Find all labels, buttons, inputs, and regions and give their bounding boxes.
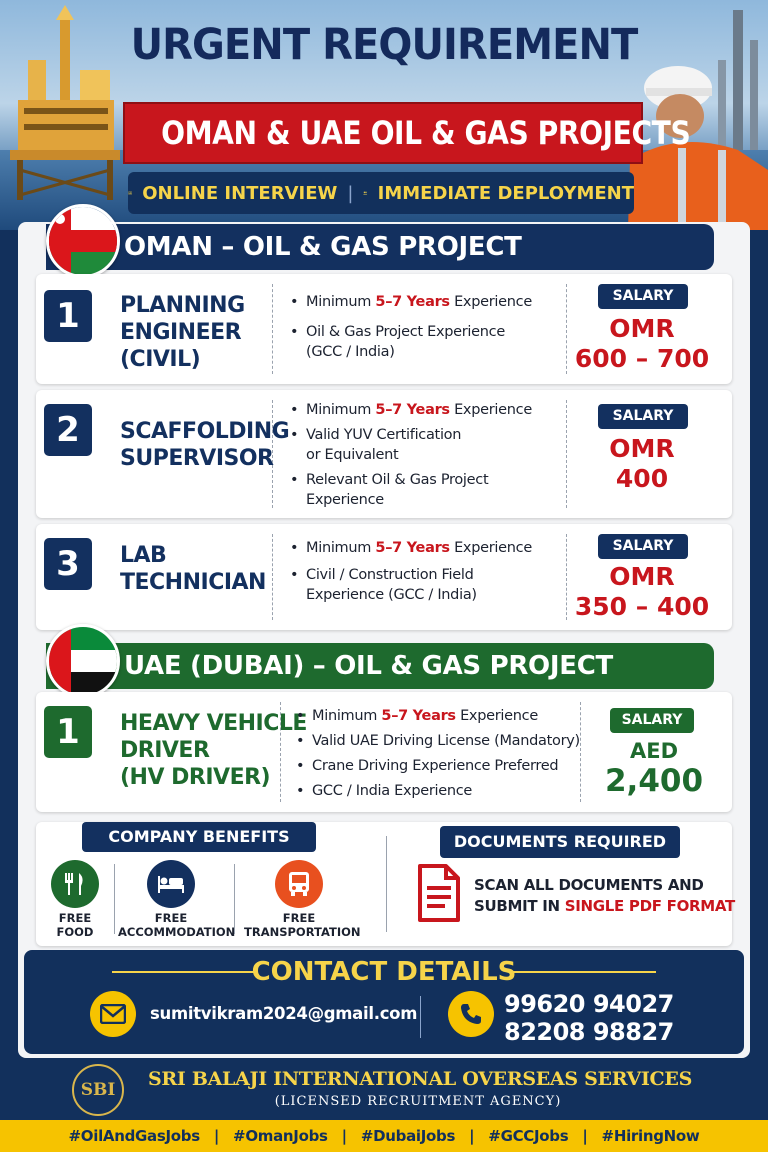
- requirement-item: • Minimum 5–7 Years Experience: [290, 538, 532, 558]
- uae-flag-icon: [46, 624, 120, 698]
- hashtag[interactable]: #OilAndGasJobs: [68, 1127, 200, 1145]
- documents-instructions: SCAN ALL DOCUMENTS AND SUBMIT IN SINGLE PDF FORMAT: [474, 876, 735, 915]
- requirement-item: • Minimum 5–7 Years Experience: [290, 400, 532, 420]
- bus-icon: [275, 860, 323, 908]
- job-card-oman-1: [36, 274, 732, 384]
- benefit-divider: [234, 864, 235, 934]
- benefit-transportation: FREE TRANSPORTATION: [244, 860, 354, 939]
- column-divider: [272, 534, 273, 620]
- salary-badge: SALARY: [598, 534, 688, 559]
- immediate-deployment-label: IMMEDIATE DEPLOYMENT: [377, 182, 634, 204]
- hashtag-divider: |: [582, 1127, 588, 1145]
- salary-badge: SALARY: [598, 284, 688, 309]
- requirements-list: [290, 400, 532, 510]
- document-icon: [416, 864, 462, 922]
- page-subtitle: OMAN & UAE OIL & GAS PROJECTS: [123, 102, 643, 164]
- email-icon: [90, 991, 136, 1037]
- job-title: HEAVY VEHICLE DRIVER (HV DRIVER): [120, 711, 307, 790]
- interview-badge-bar: [128, 172, 634, 214]
- column-divider: [280, 702, 281, 802]
- job-title: SCAFFOLDING SUPERVISOR: [120, 419, 290, 471]
- requirement-item: • Civil / Construction Field Experience (GCC / India): [290, 565, 532, 605]
- hashtag-divider: |: [213, 1127, 220, 1145]
- laptop-icon: [128, 180, 132, 206]
- bed-icon: [147, 860, 195, 908]
- column-divider: [566, 400, 567, 508]
- benefit-food: FREE FOOD: [40, 860, 110, 939]
- requirements-list: [296, 706, 580, 801]
- benefit-divider: [114, 864, 115, 934]
- salary-value: AED 2,400: [604, 739, 704, 799]
- section-divider: [386, 836, 387, 932]
- requirement-item: • Minimum 5–7 Years Experience: [296, 706, 580, 726]
- group-icon: [363, 180, 367, 206]
- column-divider: [272, 400, 273, 508]
- uae-section-heading: UAE (DUBAI) – OIL & GAS PROJECT: [46, 643, 714, 689]
- salary-value: OMR 400: [609, 434, 675, 493]
- oman-flag-icon: [46, 204, 120, 278]
- job-number: 3: [44, 538, 92, 590]
- hashtag-divider: |: [341, 1127, 347, 1145]
- job-title: LAB TECHNICIAN: [120, 543, 266, 595]
- hero-banner: [0, 0, 768, 230]
- requirement-item: • Crane Driving Experience Preferred: [296, 756, 580, 776]
- salary-value: OMR 350 – 400: [574, 562, 710, 621]
- salary-badge: SALARY: [610, 708, 694, 733]
- requirement-item: • GCC / India Experience: [296, 781, 580, 801]
- benefits-heading: COMPANY BENEFITS: [82, 822, 316, 852]
- badge-divider: |: [347, 182, 354, 204]
- hashtag[interactable]: #GCCJobs: [488, 1127, 569, 1145]
- contact-phone-1[interactable]: 99620 94027: [504, 990, 674, 1018]
- agency-subtitle: (LICENSED RECRUITMENT AGENCY): [274, 1094, 562, 1109]
- salary-value: OMR 600 – 700: [574, 314, 710, 373]
- requirements-list: [290, 538, 532, 605]
- requirement-item: • Valid UAE Driving License (Mandatory): [296, 731, 580, 751]
- phone-icon: [448, 991, 494, 1037]
- hashtag[interactable]: #HiringNow: [601, 1127, 700, 1145]
- requirements-list: [290, 292, 532, 362]
- job-title: PLANNING ENGINEER (CIVIL): [120, 293, 245, 372]
- job-number: 1: [44, 290, 92, 342]
- requirement-item: • Minimum 5–7 Years Experience: [290, 292, 532, 312]
- job-card-oman-3: [36, 524, 732, 630]
- column-divider: [566, 534, 567, 620]
- column-divider: [272, 284, 273, 374]
- fork-knife-icon: [51, 860, 99, 908]
- agency-logo: SBI: [72, 1064, 124, 1116]
- job-number: 1: [44, 706, 92, 758]
- requirement-item: • Valid YUV Certification or Equivalent: [290, 425, 532, 465]
- contact-heading: CONTACT DETAILS: [251, 957, 517, 987]
- oman-section-heading: OMAN – OIL & GAS PROJECT: [46, 224, 714, 270]
- contact-phone-2[interactable]: 82208 98827: [504, 1018, 674, 1046]
- page-title: URGENT REQUIREMENT: [130, 20, 638, 70]
- job-card-oman-2: [36, 390, 732, 518]
- hashtag-divider: |: [469, 1127, 475, 1145]
- documents-heading: DOCUMENTS REQUIRED: [440, 826, 680, 858]
- salary-badge: SALARY: [598, 404, 688, 429]
- requirement-item: • Relevant Oil & Gas Project Experience: [290, 470, 532, 510]
- contact-email[interactable]: sumitvikram2024@gmail.com: [150, 1004, 418, 1023]
- job-number: 2: [44, 404, 92, 456]
- offshore-rig-icon: [0, 0, 130, 200]
- online-interview-label: ONLINE INTERVIEW: [142, 182, 338, 204]
- job-card-uae-1: [36, 692, 732, 812]
- column-divider: [566, 284, 567, 374]
- hashtag[interactable]: #DubaiJobs: [360, 1127, 456, 1145]
- requirement-item: • Oil & Gas Project Experience (GCC / India): [290, 322, 532, 362]
- hashtag[interactable]: #OmanJobs: [233, 1127, 328, 1145]
- contact-divider: [420, 996, 421, 1038]
- agency-name: SRI BALAJI INTERNATIONAL OVERSEAS SERVICES: [148, 1068, 692, 1090]
- column-divider: [580, 702, 581, 802]
- benefit-accommodation: FREE ACCOMMODATION: [118, 860, 224, 939]
- hashtag-bar: [0, 1120, 768, 1152]
